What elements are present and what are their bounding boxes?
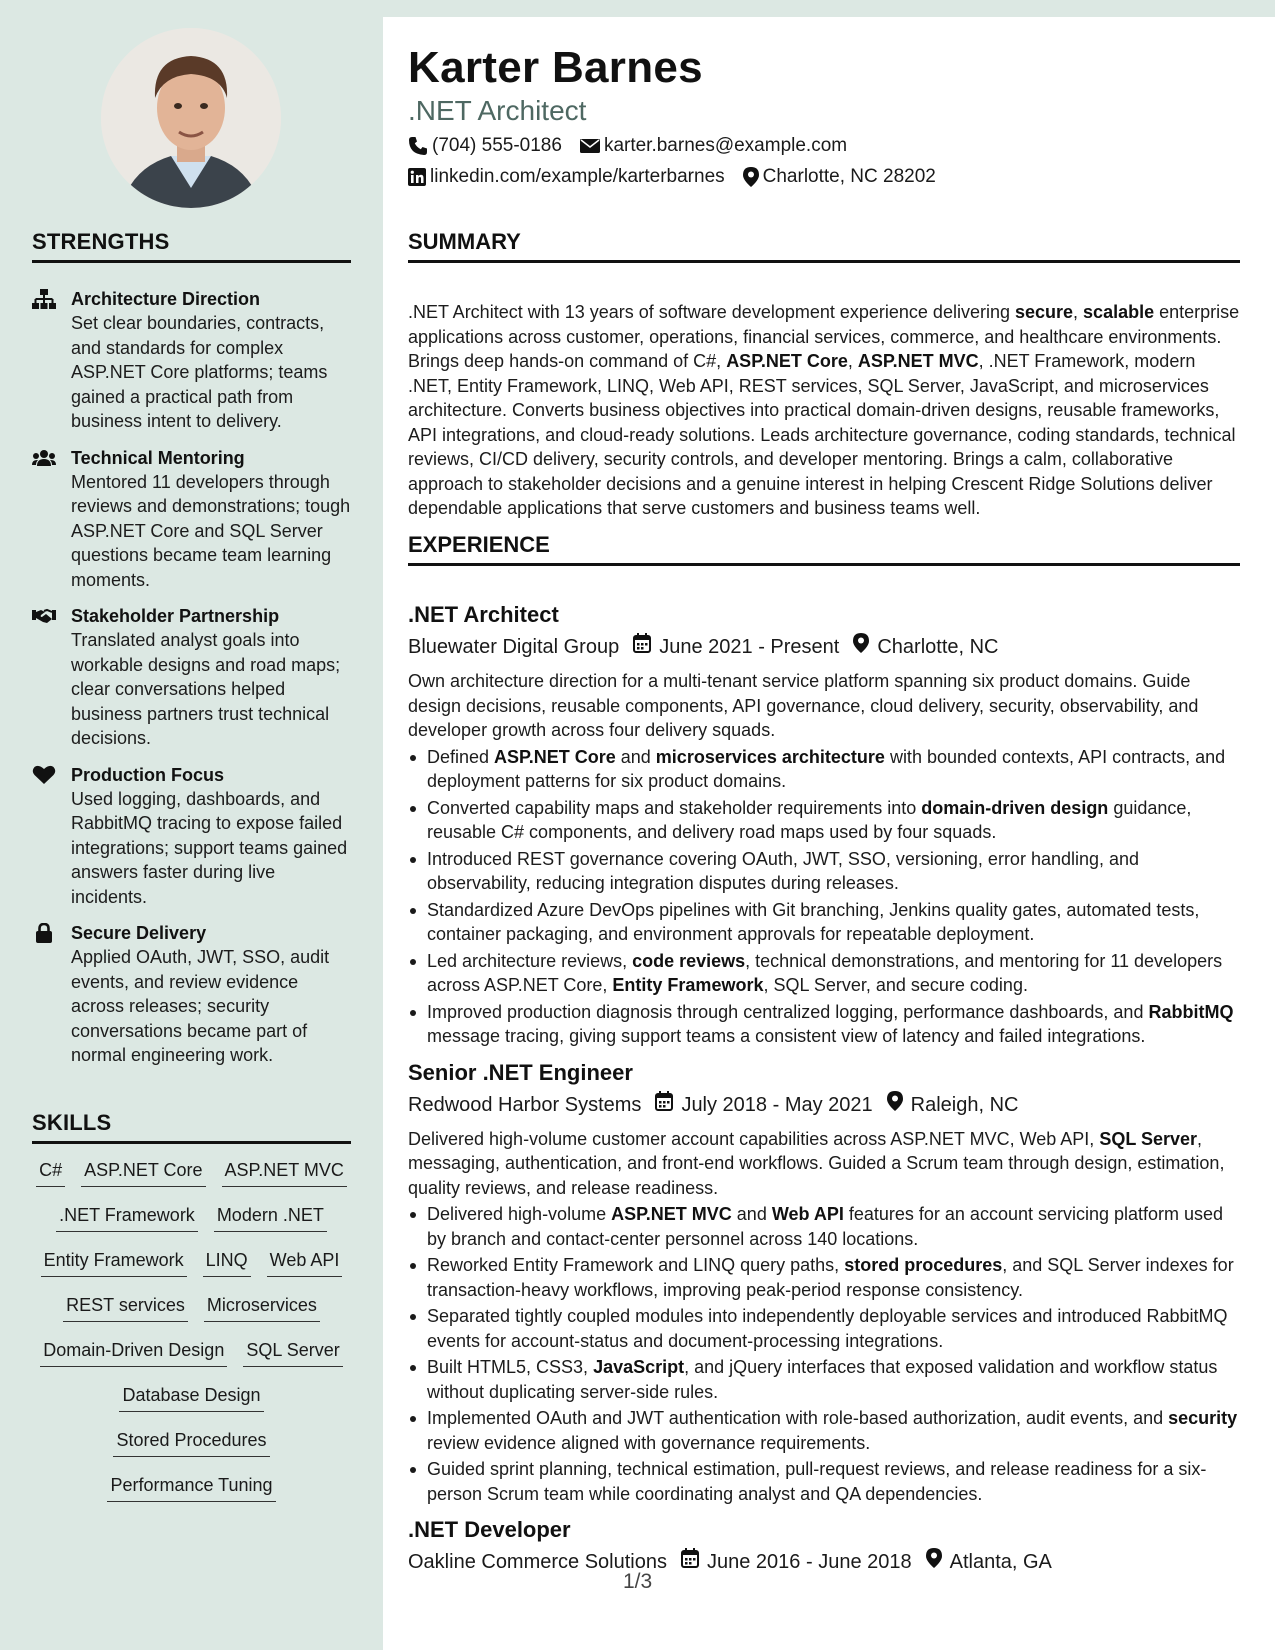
job-company-wrap bbox=[408, 633, 619, 661]
job-description: Delivered high-volume customer account capabilities across ASP.NET MVC, Web API, SQL Server, messaging, authentication, and front-end workflows. Guided a Scrum team through design, estimation, quality reviews, and release readiness. bbox=[408, 1128, 1225, 1198]
phone-icon bbox=[408, 136, 428, 156]
job-dates: June 2016 - June 2018 bbox=[707, 1551, 912, 1573]
skills-row bbox=[32, 1203, 351, 1248]
job-description: Own architecture direction for a multi-tenant service platform spanning six product domains. Guide design decisions, reusable components, API governance, cloud delivery, security, observability, and developer growth across four delivery squads. bbox=[408, 671, 1199, 740]
achievement-bullet: Separated tightly coupled modules into independently deployable services and introduced RabbitMQ events for account-status and document-processing integrations. bbox=[408, 1304, 1240, 1353]
skill-tag: SQL Server bbox=[243, 1338, 342, 1367]
skill-tag: Domain-Driven Design bbox=[40, 1338, 227, 1367]
calendar-icon bbox=[655, 1091, 673, 1119]
job-dates: June 2021 - Present bbox=[659, 636, 840, 658]
emphasis-text: ASP.NET Core bbox=[494, 746, 616, 767]
emphasis-text: code reviews bbox=[632, 950, 746, 971]
envelope-icon bbox=[580, 138, 600, 154]
skills-heading: SKILLS bbox=[32, 1110, 351, 1144]
achievement-bullet: Improved production diagnosis through centralized logging, performance dashboards, and RabbitMQ message tracing, giving support teams a consistent view of latency and failed integrations. bbox=[408, 1000, 1240, 1049]
phone-number: (704) 555-0186 bbox=[432, 135, 562, 156]
experience-heading: EXPERIENCE bbox=[408, 532, 1240, 566]
emphasis-text: Web API bbox=[771, 1204, 844, 1224]
job-title: .NET Developer bbox=[408, 1517, 571, 1542]
skills-row bbox=[32, 1293, 351, 1338]
contact-line-2 bbox=[408, 166, 936, 188]
emphasis-text: RabbitMQ bbox=[1148, 1001, 1234, 1022]
map-pin-icon bbox=[887, 1091, 903, 1119]
profile-photo bbox=[101, 28, 281, 208]
job-location: Atlanta, GA bbox=[949, 1551, 1052, 1573]
emphasis-text: microservices architecture bbox=[655, 746, 885, 767]
skill-tag: .NET Framework bbox=[56, 1203, 198, 1232]
job-entry bbox=[408, 1516, 1240, 1576]
skill-tag: Stored Procedures bbox=[113, 1428, 269, 1457]
emphasis-text: scalable bbox=[1083, 302, 1155, 322]
achievement-bullet: Introduced REST governance covering OAuth, JWT, SSO, versioning, error handling, and observability, reducing integration disputes during releases. bbox=[408, 847, 1240, 896]
skills-row bbox=[32, 1158, 351, 1203]
emphasis-text: ASP.NET Core bbox=[726, 351, 848, 371]
linkedin-url: linkedin.com/example/karterbarnes bbox=[430, 166, 725, 187]
skill-tag: Entity Framework bbox=[41, 1248, 187, 1277]
map-pin-icon bbox=[743, 167, 759, 187]
skill-tag: ASP.NET Core bbox=[81, 1158, 205, 1187]
experience-list bbox=[408, 601, 1240, 1586]
sitemap-icon bbox=[32, 289, 56, 309]
skill-tag: REST services bbox=[63, 1293, 188, 1322]
achievement-bullet: Built HTML5, CSS3, JavaScript, and jQuery interfaces that exposed validation and workflow status without duplicating server-side rules. bbox=[408, 1355, 1240, 1404]
skill-tag: Web API bbox=[267, 1248, 343, 1277]
job-company: Oakline Commerce Solutions bbox=[408, 1551, 667, 1573]
skills-row bbox=[32, 1383, 351, 1428]
skill-tag: Modern .NET bbox=[214, 1203, 327, 1232]
main-column bbox=[383, 17, 1275, 1650]
job-company-wrap bbox=[408, 1091, 641, 1119]
strength-description: Set clear boundaries, contracts, and standards for complex ASP.NET Core platforms; teams gained a practical path from business intent to delivery. bbox=[71, 313, 328, 431]
achievement-bullet: Implemented OAuth and JWT authentication with role-based authorization, audit events, and security review evidence aligned with governance requirements. bbox=[408, 1406, 1240, 1455]
skill-tag: ASP.NET MVC bbox=[222, 1158, 347, 1187]
location-text: Charlotte, NC 28202 bbox=[762, 166, 936, 187]
strengths-list bbox=[32, 287, 354, 1080]
emphasis-text: Entity Framework bbox=[612, 975, 764, 995]
strength-description: Used logging, dashboards, and RabbitMQ tracing to expose failed integrations; support teams gained answers faster during live incidents. bbox=[71, 788, 348, 907]
strength-title: Technical Mentoring bbox=[71, 447, 245, 468]
skills-row bbox=[32, 1428, 351, 1473]
calendar-icon bbox=[681, 1548, 699, 1576]
job-company: Bluewater Digital Group bbox=[408, 636, 620, 658]
emphasis-text: ASP.NET MVC bbox=[857, 351, 979, 371]
strength-item bbox=[32, 446, 354, 593]
job-achievements bbox=[408, 1202, 1240, 1506]
job-dates-wrap bbox=[655, 1091, 872, 1119]
job-location-wrap bbox=[926, 1548, 1052, 1576]
strength-title: Architecture Direction bbox=[71, 289, 261, 309]
job-entry bbox=[408, 1059, 1240, 1507]
job-location-wrap bbox=[853, 633, 998, 661]
heart-icon bbox=[32, 765, 56, 785]
emphasis-text: ASP.NET MVC bbox=[611, 1204, 732, 1224]
job-title: Senior .NET Engineer bbox=[408, 1059, 633, 1085]
contact-line-1 bbox=[408, 135, 847, 157]
job-location-wrap bbox=[887, 1091, 1019, 1119]
job-meta bbox=[408, 1091, 1240, 1119]
summary-heading: SUMMARY bbox=[408, 229, 1240, 263]
emphasis-text: JavaScript bbox=[593, 1357, 685, 1377]
linkedin-contact[interactable] bbox=[408, 166, 725, 188]
skill-tag: C# bbox=[36, 1158, 65, 1187]
achievement-bullet: Guided sprint planning, technical estimation, pull-request reviews, and release readiness for a six-person Scrum team while coordinating analyst and QA dependencies. bbox=[408, 1457, 1240, 1506]
handshake-icon bbox=[32, 606, 56, 626]
strength-item bbox=[32, 287, 354, 434]
emphasis-text: SQL Server bbox=[1099, 1128, 1198, 1149]
achievement-bullet: Standardized Azure DevOps pipelines with Git branching, Jenkins quality gates, automated tests, container packaging, and environment approvals for repeatable deployment. bbox=[408, 898, 1240, 947]
strength-item bbox=[32, 604, 354, 751]
strength-description: Translated analyst goals into workable designs and road maps; clear conversations helped business partners trust technical decisions. bbox=[71, 630, 341, 748]
job-dates-wrap bbox=[681, 1548, 912, 1576]
achievement-bullet: Defined ASP.NET Core and microservices architecture with bounded contexts, API contracts, and deployment patterns for six product domains. bbox=[408, 745, 1240, 794]
users-icon bbox=[32, 448, 56, 468]
emphasis-text: domain-driven design bbox=[921, 797, 1109, 818]
skills-row bbox=[32, 1248, 351, 1293]
phone-contact[interactable] bbox=[408, 135, 562, 157]
job-entry bbox=[408, 601, 1240, 1049]
achievement-bullet: Converted capability maps and stakeholder requirements into domain-driven design guidance, reusable C# components, and delivery road maps used by four squads. bbox=[408, 796, 1240, 845]
skill-tag: Database Design bbox=[119, 1383, 263, 1412]
strength-description: Applied OAuth, JWT, SSO, audit events, and review evidence across releases; security conversations became part of normal engineering work. bbox=[71, 947, 330, 1065]
achievement-bullet: Delivered high-volume ASP.NET MVC and Web API features for an account servicing platform used by branch and contact-center personnel across 140 locations. bbox=[408, 1202, 1240, 1251]
strength-title: Production Focus bbox=[71, 764, 224, 785]
job-title: .NET Architect bbox=[408, 602, 559, 627]
strength-item bbox=[32, 921, 354, 1068]
email-contact[interactable] bbox=[580, 135, 847, 157]
strength-title: Secure Delivery bbox=[71, 923, 207, 943]
emphasis-text: secure bbox=[1014, 302, 1074, 322]
strength-item bbox=[32, 763, 354, 910]
emphasis-text: security bbox=[1168, 1408, 1238, 1428]
job-meta bbox=[408, 633, 1240, 661]
skill-tag: LINQ bbox=[203, 1248, 251, 1277]
linkedin-icon bbox=[408, 168, 426, 186]
job-dates: July 2018 - May 2021 bbox=[681, 1093, 873, 1116]
skills-list bbox=[32, 1158, 351, 1518]
skill-tag: Performance Tuning bbox=[107, 1473, 275, 1502]
job-location: Charlotte, NC bbox=[877, 636, 999, 658]
summary-text: .NET Architect with 13 years of software development experience delivering secure, scalable enterprise applications across customer, operations, financial services, commerce, and healthcare environments. Brings deep hands-on command of C#, ASP.NET Core, ASP.NET MVC, .NET Framework, modern .NET, Entity Framework, LINQ, Web API, REST services, SQL Server, JavaScript, and microservices architecture. Converts business objectives into practical domain-driven designs, reusable frameworks, API integrations, and cloud-ready solutions. Leads architecture governance, coding standards, technical reviews, CI/CD delivery, security controls, and developer mentoring. Brings a calm, collaborative approach to stakeholder decisions and a genuine interest in helping Crescent Ridge Solutions deliver dependable applications that serve customers and business teams well. bbox=[408, 302, 1240, 518]
skills-row bbox=[32, 1338, 351, 1383]
job-dates-wrap bbox=[633, 633, 839, 661]
job-achievements bbox=[408, 745, 1240, 1049]
candidate-role: .NET Architect bbox=[408, 95, 587, 126]
achievement-bullet: Reworked Entity Framework and LINQ query paths, stored procedures, and SQL Server indexes for transaction-heavy workflows, improving peak-period response consistency. bbox=[408, 1253, 1240, 1302]
skill-tag: Microservices bbox=[204, 1293, 320, 1322]
job-meta bbox=[408, 1548, 1240, 1576]
job-company: Redwood Harbor Systems bbox=[408, 1093, 642, 1116]
calendar-icon bbox=[633, 633, 651, 661]
map-pin-icon bbox=[853, 633, 869, 661]
location-contact bbox=[743, 166, 936, 188]
strength-title: Stakeholder Partnership bbox=[71, 606, 280, 626]
strength-description: Mentored 11 developers through reviews and demonstrations; tough ASP.NET Core and SQL Server questions became team learning moments. bbox=[71, 471, 351, 590]
strengths-heading: STRENGTHS bbox=[32, 229, 351, 263]
job-location: Raleigh, NC bbox=[910, 1093, 1019, 1116]
email-address: karter.barnes@example.com bbox=[603, 135, 848, 156]
sidebar bbox=[0, 0, 383, 1650]
map-pin-icon bbox=[926, 1548, 942, 1576]
candidate-name: Karter Barnes bbox=[408, 43, 703, 92]
page-number: 1/3 bbox=[623, 1570, 653, 1593]
emphasis-text: stored procedures bbox=[844, 1255, 1003, 1275]
skills-row bbox=[32, 1473, 351, 1518]
lock-icon bbox=[32, 923, 56, 943]
achievement-bullet: Led architecture reviews, code reviews, technical demonstrations, and mentoring for 11 developers across ASP.NET Core, Entity Framework, SQL Server, and secure coding. bbox=[408, 949, 1240, 998]
portrait-image bbox=[101, 28, 281, 208]
